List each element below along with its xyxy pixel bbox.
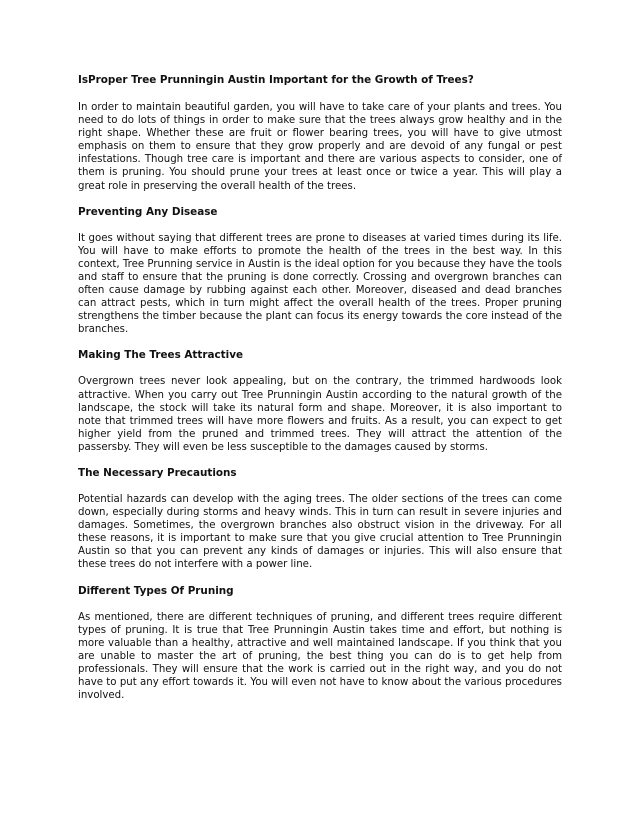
document-body — [78, 73, 562, 714]
section-body-types-of-pruning: As mentioned, there are different techniques of pruning, and different trees require different types of pruning. It is true that Tree Prunningin Austin takes time and effort, but nothing is more valuable than a healthy, attractive and well maintained landscape. If you think that you are unable to master the art of pruning, the best thing you can do is to get help from professionals. They will ensure that the work is carried out in the right way, and you do not have to put any effort towards it. You will even not have to know about the various procedures involved. — [78, 611, 562, 702]
section-heading-necessary-precautions: The Necessary Precautions — [78, 466, 237, 479]
section-body-making-attractive: Overgrown trees never look appealing, but on the contrary, the trimmed hardwoods look attractive. When you carry out Tree Prunningin Austin according to the natural growth of the landscape, the stock will take its natural form and shape. Moreover, it is also important to note that trimmed trees will have more flowers and fruits. As a result, you can expect to get higher yield from the pruned and trimmed trees. They will attract the attention of the passersby. They will even be less susceptible to the damages caused by storms. — [78, 376, 562, 453]
section-heading-making-attractive: Making The Trees Attractive — [78, 349, 244, 362]
intro-paragraph: In order to maintain beautiful garden, you will have to take care of your plants and trees. You need to do lots of things in order to make sure that the trees always grow healthy and in the right shape. Whether these are fruit or flower bearing trees, you will have to give utmost emphasis on them to ensure that they grow properly and are devoid of any fungal or pest infestations. Though tree care is important and there are various aspects to consider, one of them is pruning. You should prune your trees at least once or twice a year. This will play a great role in preserving the overall health of the trees. — [78, 102, 562, 192]
section-body-preventing-disease: It goes without saying that different trees are prone to diseases at varied times during its life. You will have to make efforts to promote the health of the trees in the best way. In this context, Tree Prunning service in Austin is the ideal option for you because they have the tools and staff to ensure that the pruning is done correctly. Crossing and overgrown branches can often cause damage by rubbing against each other. Moreover, diseased and dead branches can attract pests, which in turn might affect the overall health of the trees. Proper pruning strengthens the timber because the plant can focus its energy towards the core instead of the branches. — [78, 232, 562, 336]
section-heading-types-of-pruning: Different Types Of Pruning — [78, 584, 234, 597]
section-body-necessary-precautions: Potential hazards can develop with the aging trees. The older sections of the trees can come down, especially during storms and heavy winds. This in turn can result in severe injuries and damages. Sometimes, the overgrown branches also obstruct vision in the driveway. For all these reasons, it is important to make sure that you give crucial attention to Tree Prunningin Austin so that you can prevent any kinds of damages or injuries. This will also ensure that these trees do not interfere with a power line. — [78, 493, 562, 571]
document-title: IsProper Tree Prunningin Austin Important for the Growth of Trees? — [78, 74, 474, 86]
section-heading-preventing-disease: Preventing Any Disease — [78, 205, 218, 218]
